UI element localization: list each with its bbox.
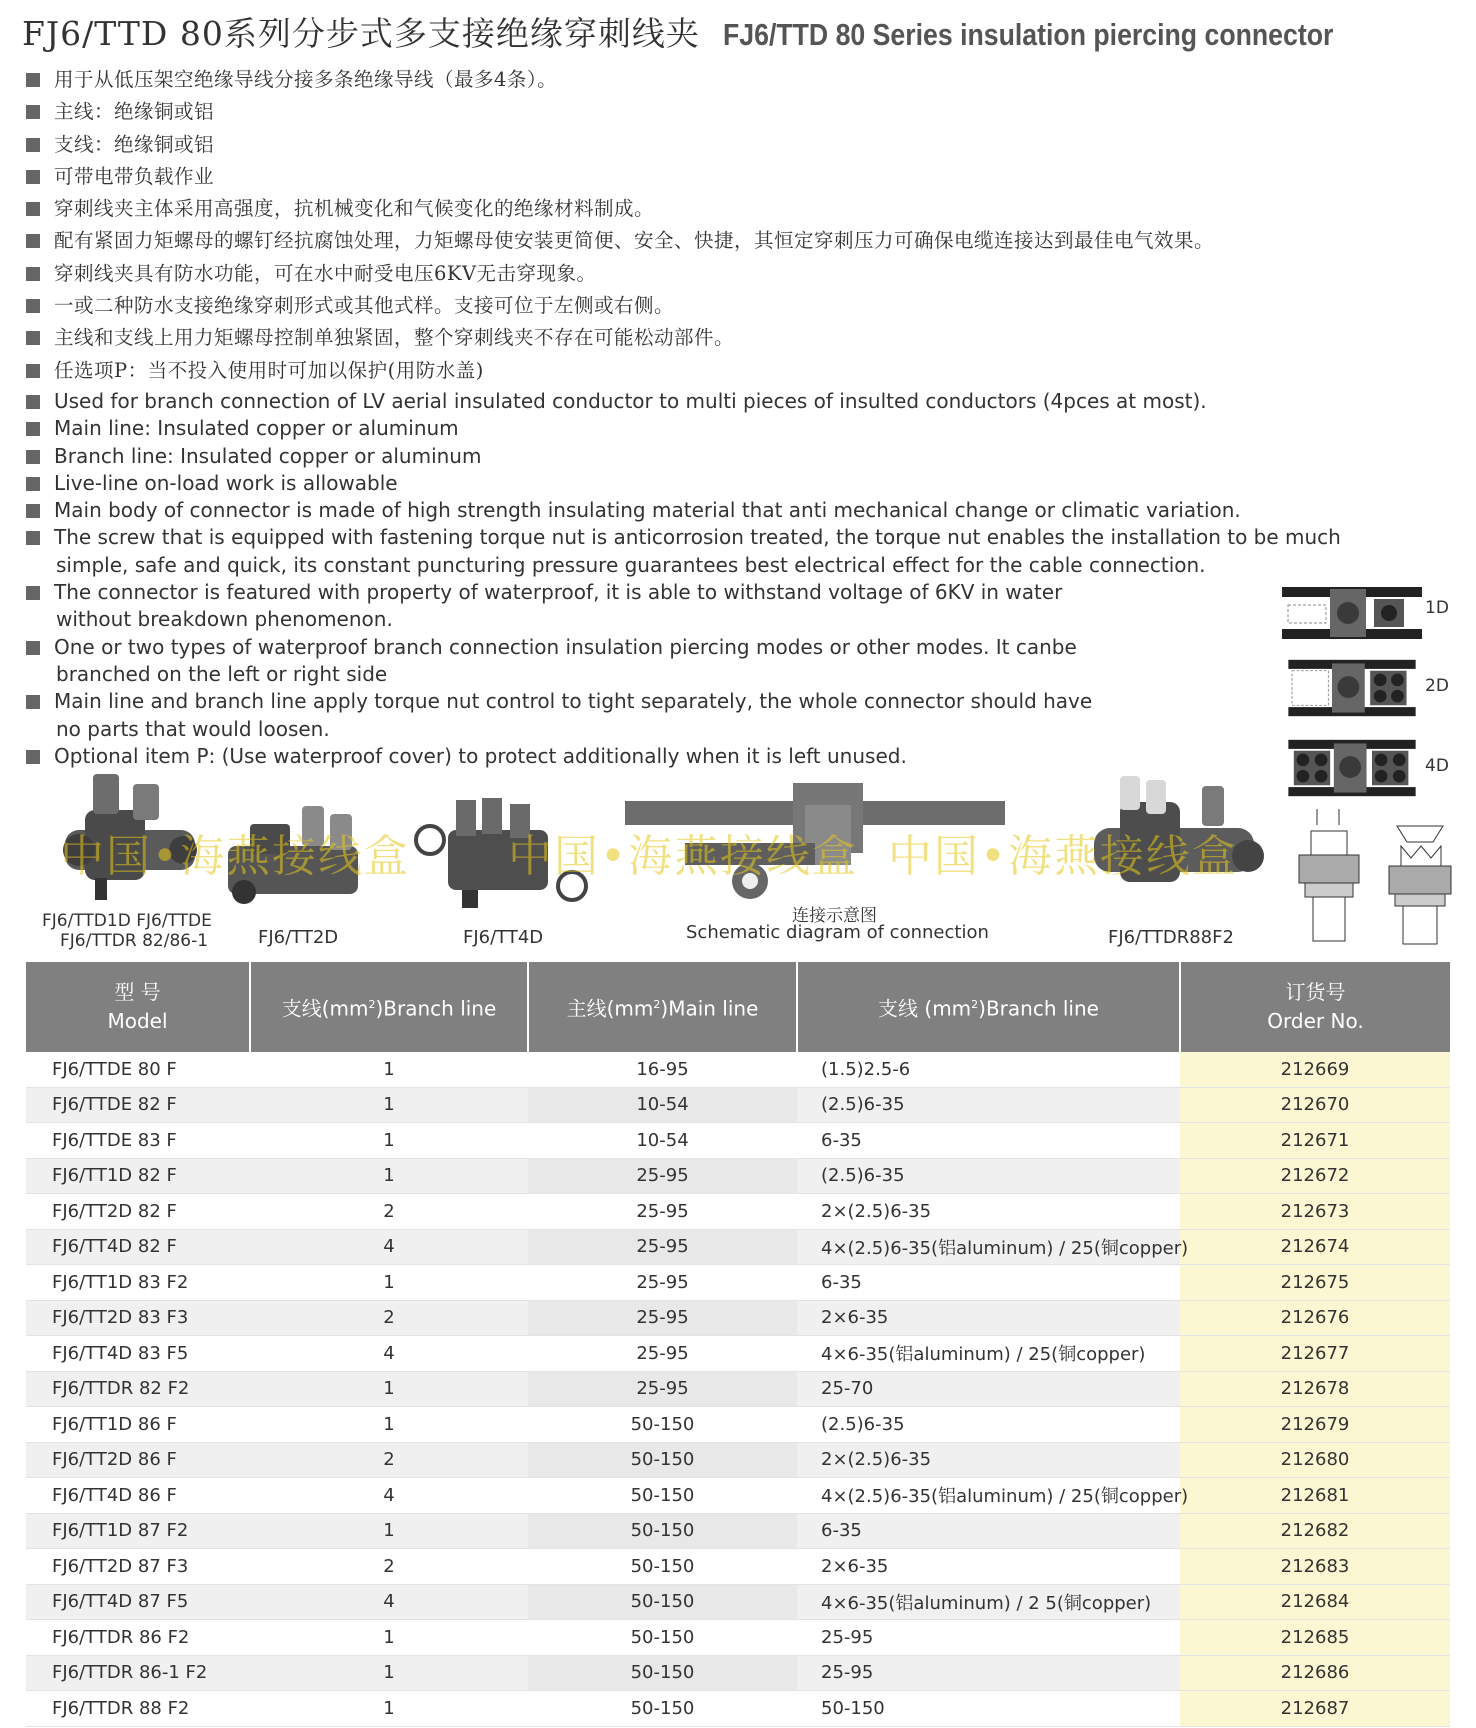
bullet-square-icon xyxy=(26,364,40,378)
cell-branch-count: 1 xyxy=(250,1371,528,1407)
cell-branch-size: 2×(2.5)6-35 xyxy=(797,1194,1180,1230)
cell-branch-count: 4 xyxy=(250,1478,528,1514)
cell-model: FJ6/TT4D 86 F xyxy=(26,1478,250,1514)
cell-model: FJ6/TTDE 83 F xyxy=(26,1123,250,1159)
cell-branch-size: 2×6-35 xyxy=(797,1300,1180,1336)
bullet-square-icon xyxy=(26,750,40,764)
feature-en-item: Main line and branch line apply torque nut control to tight separately, the whole connector should have no parts that would loosen. xyxy=(26,688,1446,743)
cell-model: FJ6/TT1D 83 F2 xyxy=(26,1265,250,1301)
cell-branch-size: 4×(2.5)6-35(铝aluminum) / 25(铜copper) xyxy=(797,1478,1180,1514)
table-header-row xyxy=(26,962,1450,1052)
bullet-square-icon xyxy=(26,422,40,436)
bullet-square-icon xyxy=(26,138,40,152)
watermark-3: 中国•海燕接线盒 xyxy=(888,831,1238,882)
header-branch-size: 支线 $(mm^2)Branch$ line xyxy=(797,962,1180,1052)
cell-branch-count: 1 xyxy=(250,1513,528,1549)
cell-model: FJ6/TTDR 86-1 F2 xyxy=(26,1655,250,1691)
feature-en-item: One or two types of waterproof branch connection insulation piercing modes or other modes. It canbe branched on the left or right side xyxy=(26,634,1446,689)
caption-schematic-cn: 连接示意图 xyxy=(792,906,877,926)
header-order-no xyxy=(1180,962,1450,1052)
cell-branch-count: 4 xyxy=(250,1584,528,1620)
caption-tt2d: FJ6/TT2D xyxy=(258,927,339,948)
cell-branch-count: 1 xyxy=(250,1407,528,1443)
cell-main-line: 10-54 xyxy=(528,1087,797,1123)
cell-order-no: 212686 xyxy=(1180,1655,1450,1691)
spec-table xyxy=(26,962,1450,1727)
cell-branch-count: 4 xyxy=(250,1229,528,1265)
caption-ttd1d-line1: FJ6/TTD1D FJ6/TTDE xyxy=(42,911,212,931)
cell-main-line: 50-150 xyxy=(528,1691,797,1727)
bullet-square-icon xyxy=(26,202,40,216)
page-title xyxy=(22,8,1462,56)
caption-tt4d: FJ6/TT4D xyxy=(463,927,544,948)
feature-en-item: Main line: Insulated copper or aluminum xyxy=(26,415,1446,442)
feature-cn-item: 可带电带负载作业 xyxy=(26,161,1466,193)
table-row xyxy=(26,1229,1450,1265)
cell-main-line: 25-95 xyxy=(528,1265,797,1301)
table-row xyxy=(26,1655,1450,1691)
cell-branch-size: (2.5)6-35 xyxy=(797,1407,1180,1443)
feature-en-item: Branch line: Insulated copper or aluminum xyxy=(26,443,1446,470)
feature-cn-item: 支线：绝缘铜或铝 xyxy=(26,129,1466,161)
table-row xyxy=(26,1265,1450,1301)
cell-branch-count: 4 xyxy=(250,1336,528,1372)
cell-order-no: 212685 xyxy=(1180,1620,1450,1656)
cell-main-line: 50-150 xyxy=(528,1549,797,1585)
watermark-2: 中国•海燕接线盒 xyxy=(508,831,858,882)
feature-cn-item: 主线和支线上用力矩螺母控制单独紧固，整个穿刺线夹不存在可能松动部件。 xyxy=(26,322,1466,354)
cell-main-line: 50-150 xyxy=(528,1655,797,1691)
cell-order-no: 212671 xyxy=(1180,1123,1450,1159)
cell-order-no: 212675 xyxy=(1180,1265,1450,1301)
feature-list-chinese xyxy=(26,64,1466,387)
caption-ttdr88f2: FJ6/TTDR88F2 xyxy=(1108,927,1234,948)
bullet-square-icon xyxy=(26,504,40,518)
mode-label-1d: 1D xyxy=(1425,598,1449,618)
cell-order-no: 212681 xyxy=(1180,1478,1450,1514)
cell-order-no: 212679 xyxy=(1180,1407,1450,1443)
title-chinese: FJ6/TTD 80系列分步式多支接绝缘穿刺线夹 xyxy=(22,14,700,53)
feature-en-item: Live-line on-load work is allowable xyxy=(26,470,1446,497)
cell-model: FJ6/TT2D 87 F3 xyxy=(26,1549,250,1585)
bullet-square-icon xyxy=(26,170,40,184)
table-row xyxy=(26,1407,1450,1443)
cell-branch-size: (2.5)6-35 xyxy=(797,1087,1180,1123)
cell-main-line: 25-95 xyxy=(528,1300,797,1336)
cell-branch-count: 2 xyxy=(250,1300,528,1336)
cell-main-line: 50-150 xyxy=(528,1407,797,1443)
cell-model: FJ6/TTDR 86 F2 xyxy=(26,1620,250,1656)
bullet-square-icon xyxy=(26,299,40,313)
cell-model: FJ6/TT2D 82 F xyxy=(26,1194,250,1230)
mode-label-2d: 2D xyxy=(1425,676,1449,696)
table-row xyxy=(26,1087,1450,1123)
cell-main-line: 16-95 xyxy=(528,1052,797,1087)
cell-order-no: 212674 xyxy=(1180,1229,1450,1265)
piercing-detail-right-image xyxy=(1385,822,1455,946)
cell-branch-count: 1 xyxy=(250,1052,528,1087)
feature-cn-item: 穿刺线夹具有防水功能，可在水中耐受电压6KV无击穿现象。 xyxy=(26,258,1466,290)
cell-model: FJ6/TTDR 82 F2 xyxy=(26,1371,250,1407)
cell-model: FJ6/TT4D 82 F xyxy=(26,1229,250,1265)
cell-model: FJ6/TT2D 83 F3 xyxy=(26,1300,250,1336)
feature-cn-item: 穿刺线夹主体采用高强度，抗机械变化和气候变化的绝缘材料制成。 xyxy=(26,193,1466,225)
table-body xyxy=(26,1052,1450,1726)
cell-branch-count: 1 xyxy=(250,1265,528,1301)
cell-branch-count: 1 xyxy=(250,1087,528,1123)
cell-branch-size: 50-150 xyxy=(797,1691,1180,1727)
feature-list-english xyxy=(26,388,1446,770)
cell-order-no: 212687 xyxy=(1180,1691,1450,1727)
cell-order-no: 212669 xyxy=(1180,1052,1450,1087)
cell-branch-size: 4×6-35(铝aluminum) / 2 5(铜copper) xyxy=(797,1584,1180,1620)
table-row xyxy=(26,1513,1450,1549)
table-row xyxy=(26,1549,1450,1585)
cell-order-no: 212677 xyxy=(1180,1336,1450,1372)
cell-model: FJ6/TTDE 82 F xyxy=(26,1087,250,1123)
table-row xyxy=(26,1123,1450,1159)
cell-branch-size: 25-95 xyxy=(797,1655,1180,1691)
cell-main-line: 50-150 xyxy=(528,1442,797,1478)
cell-branch-size: 6-35 xyxy=(797,1265,1180,1301)
bullet-square-icon xyxy=(26,73,40,87)
feature-en-item: Used for branch connection of LV aerial insulated conductor to multi pieces of insulted conductors (4pces at most). xyxy=(26,388,1446,415)
bullet-square-icon xyxy=(26,267,40,281)
feature-cn-item: 任选项P：当不投入使用时可加以保护(用防水盖) xyxy=(26,355,1466,387)
cell-order-no: 212670 xyxy=(1180,1087,1450,1123)
cell-branch-count: 2 xyxy=(250,1194,528,1230)
header-order-en: Order No. xyxy=(1267,1009,1364,1033)
feature-cn-item: 一或二种防水支接绝缘穿刺形式或其他式样。支接可位于左侧或右侧。 xyxy=(26,290,1466,322)
bullet-square-icon xyxy=(26,531,40,545)
cell-branch-count: 2 xyxy=(250,1549,528,1585)
header-model-en: Model xyxy=(107,1009,168,1033)
table-row xyxy=(26,1371,1450,1407)
cell-order-no: 212680 xyxy=(1180,1442,1450,1478)
cell-main-line: 25-95 xyxy=(528,1371,797,1407)
cell-main-line: 50-150 xyxy=(528,1584,797,1620)
caption-schematic-en: Schematic diagram of connection xyxy=(686,922,989,943)
bullet-square-icon xyxy=(26,477,40,491)
cell-main-line: 25-95 xyxy=(528,1158,797,1194)
header-model xyxy=(26,962,250,1052)
bullet-square-icon xyxy=(26,105,40,119)
bullet-square-icon xyxy=(26,395,40,409)
cell-branch-size: 25-95 xyxy=(797,1620,1180,1656)
feature-cn-item: 用于从低压架空绝缘导线分接多条绝缘导线（最多4条）。 xyxy=(26,64,1466,96)
table-row xyxy=(26,1158,1450,1194)
cell-branch-size: 2×(2.5)6-35 xyxy=(797,1442,1180,1478)
cell-main-line: 10-54 xyxy=(528,1123,797,1159)
cell-branch-count: 1 xyxy=(250,1620,528,1656)
cell-order-no: 212682 xyxy=(1180,1513,1450,1549)
cell-branch-size: 25-70 xyxy=(797,1371,1180,1407)
cell-main-line: 25-95 xyxy=(528,1229,797,1265)
watermark-1: 中国•海燕接线盒 xyxy=(60,831,410,882)
table-row xyxy=(26,1300,1450,1336)
mode-1d-figure xyxy=(1282,583,1422,643)
cell-model: FJ6/TT1D 86 F xyxy=(26,1407,250,1443)
cell-branch-size: (1.5)2.5-6 xyxy=(797,1052,1180,1087)
header-order-cn: 订货号 xyxy=(1285,980,1346,1004)
piercing-detail-left-image xyxy=(1295,805,1365,945)
table-row xyxy=(26,1584,1450,1620)
feature-cn-item: 主线：绝缘铜或铝 xyxy=(26,96,1466,128)
header-model-cn: 型 号 xyxy=(114,980,161,1004)
cell-branch-count: 1 xyxy=(250,1123,528,1159)
mode-2d-figure xyxy=(1282,658,1422,718)
cell-order-no: 212678 xyxy=(1180,1371,1450,1407)
caption-ttd1d-line2: FJ6/TTDR 82/86-1 xyxy=(60,931,209,951)
cell-main-line: 50-150 xyxy=(528,1620,797,1656)
cell-main-line: 50-150 xyxy=(528,1513,797,1549)
feature-en-item: The connector is featured with property of waterproof, it is able to withstand voltage of 6KV in water without breakdown phenomenon. xyxy=(26,579,1446,634)
cell-branch-size: 2×6-35 xyxy=(797,1549,1180,1585)
cell-model: FJ6/TTDE 80 F xyxy=(26,1052,250,1087)
cell-branch-count: 2 xyxy=(250,1442,528,1478)
mode-label-4d: 4D xyxy=(1425,756,1449,776)
bullet-square-icon xyxy=(26,234,40,248)
header-branch-count: 支线$(mm^2)Branch$ line xyxy=(250,962,528,1052)
cell-branch-count: 1 xyxy=(250,1655,528,1691)
bullet-square-icon xyxy=(26,586,40,600)
cell-branch-count: 1 xyxy=(250,1691,528,1727)
feature-en-item: The screw that is equipped with fastening torque nut is anticorrosion treated, the torque nut enables the installation to be much simple, safe and quick, its constant puncturing pressure guarantees best electrical effect for the cable connection. xyxy=(26,524,1446,579)
header-main-line: 主线$(mm^2)Main$ line xyxy=(528,962,797,1052)
table-row xyxy=(26,1478,1450,1514)
cell-order-no: 212684 xyxy=(1180,1584,1450,1620)
feature-en-item: Optional item P: (Use waterproof cover) to protect additionally when it is left unused. xyxy=(26,743,1446,770)
cell-model: FJ6/TT4D 83 F5 xyxy=(26,1336,250,1372)
bullet-square-icon xyxy=(26,641,40,655)
cell-model: FJ6/TTDR 88 F2 xyxy=(26,1691,250,1727)
bullet-square-icon xyxy=(26,450,40,464)
cell-model: FJ6/TT4D 87 F5 xyxy=(26,1584,250,1620)
cell-branch-size: 6-35 xyxy=(797,1123,1180,1159)
bullet-square-icon xyxy=(26,695,40,709)
mode-4d-figure xyxy=(1282,738,1422,798)
cell-branch-size: (2.5)6-35 xyxy=(797,1158,1180,1194)
cell-branch-count: 1 xyxy=(250,1158,528,1194)
table-row xyxy=(26,1052,1450,1087)
cell-order-no: 212673 xyxy=(1180,1194,1450,1230)
table-row xyxy=(26,1336,1450,1372)
cell-model: FJ6/TT1D 82 F xyxy=(26,1158,250,1194)
feature-cn-item: 配有紧固力矩螺母的螺钉经抗腐蚀处理，力矩螺母使安装更简便、安全、快捷，其恒定穿刺压力可确保电缆连接达到最佳电气效果。 xyxy=(26,225,1466,257)
cell-order-no: 212683 xyxy=(1180,1549,1450,1585)
cell-order-no: 212676 xyxy=(1180,1300,1450,1336)
cell-branch-size: 4×(2.5)6-35(铝aluminum) / 25(铜copper) xyxy=(797,1229,1180,1265)
cell-main-line: 50-150 xyxy=(528,1478,797,1514)
cell-main-line: 25-95 xyxy=(528,1336,797,1372)
table-row xyxy=(26,1691,1450,1727)
bullet-square-icon xyxy=(26,331,40,345)
title-english: FJ6/TTD 80 Series insulation piercing connector xyxy=(722,17,1334,52)
cell-branch-size: 6-35 xyxy=(797,1513,1180,1549)
cell-order-no: 212672 xyxy=(1180,1158,1450,1194)
cell-main-line: 25-95 xyxy=(528,1194,797,1230)
table-row xyxy=(26,1442,1450,1478)
table-row xyxy=(26,1620,1450,1656)
cell-branch-size: 4×6-35(铝aluminum) / 25(铜copper) xyxy=(797,1336,1180,1372)
cell-model: FJ6/TT2D 86 F xyxy=(26,1442,250,1478)
cell-model: FJ6/TT1D 87 F2 xyxy=(26,1513,250,1549)
table-row xyxy=(26,1194,1450,1230)
feature-en-item: Main body of connector is made of high strength insulating material that anti mechanical change or climatic variation. xyxy=(26,497,1446,524)
